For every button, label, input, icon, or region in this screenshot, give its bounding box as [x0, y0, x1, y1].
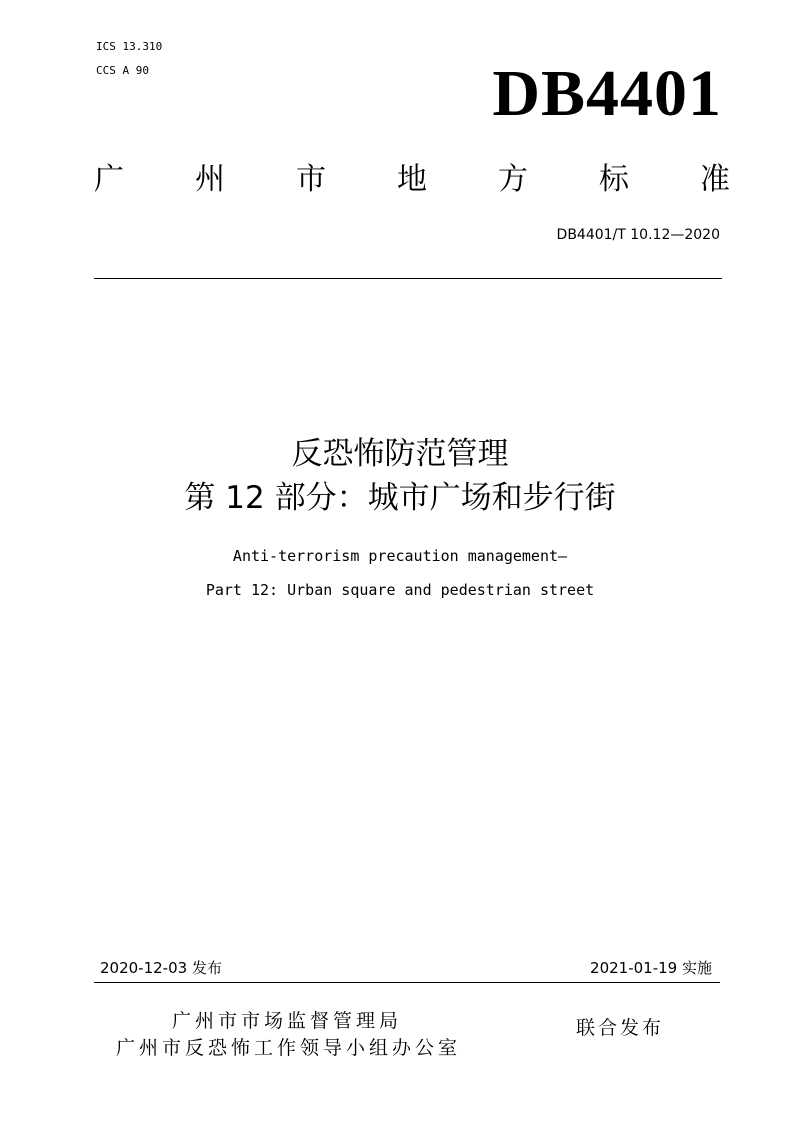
title-english-line2: Part 12: Urban square and pedestrian street	[205, 581, 595, 599]
standard-type-char: 方	[498, 162, 528, 197]
ccs-code: CCS A 90	[96, 64, 149, 77]
standard-type-char: 准	[700, 162, 730, 197]
standard-type-heading	[94, 160, 730, 200]
standard-type-char: 广	[94, 162, 124, 197]
standard-type-char: 州	[195, 162, 225, 197]
standard-code-title: DB4401	[492, 57, 722, 130]
standard-type-char: 市	[296, 162, 326, 197]
standard-type-char: 标	[599, 162, 629, 197]
title-english-line1: Anti-terrorism precaution management—	[232, 547, 568, 565]
joint-issue-label: 联合发布	[576, 1017, 665, 1039]
issuer-line1: 广州市市场监督管理局	[172, 1010, 403, 1032]
title-chinese-line1: 反恐怖防范管理	[291, 436, 509, 472]
publish-date: 2020-12-03 发布	[100, 959, 222, 977]
standard-type-char: 地	[397, 162, 427, 197]
issuer-line2: 广州市反恐怖工作领导小组办公室	[116, 1037, 462, 1059]
bottom-divider	[94, 982, 720, 983]
top-divider	[94, 278, 722, 279]
standard-number: DB4401/T 10.12—2020	[556, 227, 720, 243]
implement-date: 2021-01-19 实施	[590, 959, 712, 977]
ics-code: ICS 13.310	[96, 40, 163, 53]
title-chinese-line2: 第 12 部分：城市广场和步行街	[184, 480, 616, 516]
